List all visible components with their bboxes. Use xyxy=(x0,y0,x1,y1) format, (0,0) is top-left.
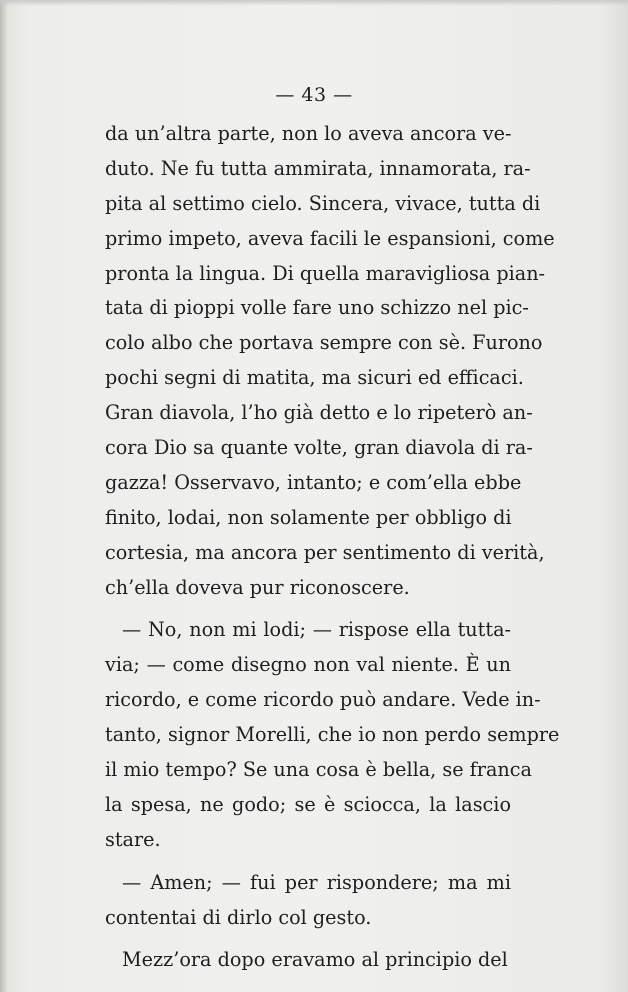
text-line: Mezz’ora dopo eravamo al principio del xyxy=(122,948,508,972)
body-text xyxy=(105,117,560,978)
page-number: — 43 — xyxy=(275,84,353,106)
text-line: Gran diavola, l’ho già detto e lo ripeterò an- xyxy=(105,401,533,425)
text-line: colo albo che portava sempre con sè. Furono xyxy=(105,331,543,355)
text-line: tanto, signor Morelli, che io non perdo sempre xyxy=(105,723,560,747)
text-line: pronta la lingua. Di quella maravigliosa pian- xyxy=(105,261,546,285)
page-top-edge-shadow xyxy=(0,0,628,6)
text-line: ricordo, e come ricordo può andare. Vede in- xyxy=(105,688,541,712)
text-line: contentai di dirlo col gesto. xyxy=(105,905,372,929)
paragraph-spacer xyxy=(105,858,511,866)
text-line: cora Dio sa quante volte, gran diavola di ra- xyxy=(105,436,533,460)
text-line: ch’ella doveva pur riconoscere. xyxy=(105,575,410,599)
paragraph xyxy=(105,943,511,978)
text-line: primo impeto, aveva facili le espansioni, come xyxy=(105,226,555,250)
text-line: duto. Ne fu tutta ammirata, innamorata, ra- xyxy=(105,156,531,180)
paragraph-spacer xyxy=(105,605,511,613)
text-line: tata di pioppi volle fare uno schizzo nel pic- xyxy=(105,296,529,320)
paragraph-spacer xyxy=(105,935,511,943)
paragraph xyxy=(105,613,560,857)
text-line: cortesia, ma ancora per sentimento di verità, xyxy=(105,540,545,564)
text-line: — No, non mi lodi; — rispose ella tutta- xyxy=(122,618,511,642)
text-line: finito, lodai, non solamente per obbligo di xyxy=(105,505,512,529)
text-line: via; — come disegno non val niente. È un xyxy=(105,653,511,677)
text-line: gazza! Osservavo, intanto; e com’ella ebbe xyxy=(105,470,522,494)
paragraph xyxy=(105,866,511,936)
paragraph xyxy=(105,117,555,605)
text-line: pochi segni di matita, ma sicuri ed efficaci. xyxy=(105,366,524,390)
text-line: il mio tempo? Se una cosa è bella, se franca xyxy=(105,758,532,782)
text-line: pita al settimo cielo. Sincera, vivace, tutta di xyxy=(105,191,541,215)
text-line: stare. xyxy=(105,827,161,851)
text-line: la spesa, ne godo; se è sciocca, la lascio xyxy=(105,792,511,816)
page-left-edge-shadow xyxy=(0,0,8,992)
text-line: da un’altra parte, non lo aveva ancora ve- xyxy=(105,122,512,145)
text-line: — Amen; — fui per rispondere; ma mi xyxy=(122,870,511,894)
